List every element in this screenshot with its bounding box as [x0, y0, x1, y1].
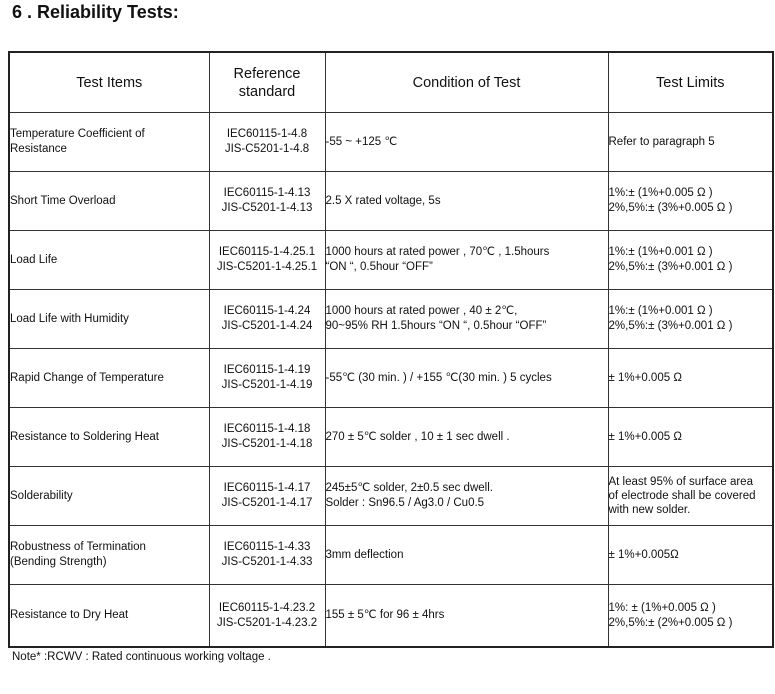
test-item-line: Resistance to Soldering Heat [10, 430, 159, 443]
header-reference-line: Reference [233, 65, 301, 82]
condition-cell [325, 526, 608, 585]
reference-standard-line: IEC60115-1-4.25.1 [218, 246, 316, 258]
test-limits-line: ± 1%+0.005 Ω [608, 371, 682, 384]
test-item-cell [9, 585, 209, 648]
section-title: 6 . Reliability Tests: [12, 2, 179, 22]
test-limits-cell [608, 349, 773, 408]
test-limits-cell [608, 526, 773, 585]
condition-line: 245±5℃ solder, 2±0.5 sec dwell. [325, 482, 493, 494]
test-item-line: Rapid Change of Temperature [10, 371, 164, 384]
condition-line: 270 ± 5℃ solder , 10 ± 1 sec dwell . [325, 430, 510, 443]
table-row [9, 172, 773, 231]
condition-line: 155 ± 5℃ for 96 ± 4hrs [325, 609, 445, 621]
condition-line: “ON “, 0.5hour “OFF” [325, 261, 433, 273]
test-item-cell [9, 467, 209, 526]
test-item-cell [9, 172, 209, 231]
condition-cell [325, 290, 608, 349]
reference-standard-cell [209, 290, 325, 349]
header-row [9, 52, 773, 113]
test-item-cell [9, 526, 209, 585]
condition-line: -55℃ (30 min. ) / +155 ℃(30 min. ) 5 cycles [325, 371, 552, 384]
test-limits-line: 2%,5%:± (3%+0.001 Ω ) [608, 320, 733, 332]
test-item-line: Load Life with Humidity [10, 312, 129, 325]
condition-cell [325, 467, 608, 526]
test-item-line: (Bending Strength) [10, 556, 107, 568]
table-row [9, 585, 773, 648]
test-item-cell [9, 290, 209, 349]
reference-standard-line: IEC60115-1-4.23.2 [218, 601, 316, 614]
reference-standard-line: JIS-C5201-1-4.8 [224, 143, 310, 155]
test-limits-line: Refer to paragraph 5 [608, 135, 715, 148]
reference-standard-line: JIS-C5201-1-4.25.1 [216, 261, 318, 273]
condition-line: 1000 hours at rated power , 40 ± 2℃, [325, 305, 518, 317]
table-row [9, 467, 773, 526]
test-limits-cell [608, 172, 773, 231]
test-limits-line: 2%,5%:± (3%+0.005 Ω ) [608, 202, 733, 214]
table-row [9, 113, 773, 172]
reference-standard-line: IEC60115-1-4.24 [223, 305, 311, 317]
test-item-line: Robustness of Termination [10, 541, 146, 553]
test-limits-line: 1%:± (1%+0.001 Ω ) [608, 246, 713, 258]
test-item-line: Solderability [10, 489, 73, 502]
reference-standard-cell [209, 349, 325, 408]
reference-standard-line: JIS-C5201-1-4.17 [221, 497, 313, 509]
reference-standard-line: IEC60115-1-4.13 [223, 187, 311, 199]
reference-standard-cell [209, 172, 325, 231]
condition-cell [325, 231, 608, 290]
test-limits-line: 1%:± (1%+0.001 Ω ) [608, 305, 713, 317]
test-limits-line: 1%:± (1%+0.005 Ω ) [608, 187, 713, 199]
footnote: Note* :RCWV : Rated continuous working voltage . [12, 651, 271, 663]
condition-cell [325, 349, 608, 408]
header-reference-line: standard [238, 83, 296, 100]
condition-line: 1000 hours at rated power , 70℃ , 1.5hours [325, 246, 550, 258]
condition-cell [325, 585, 608, 648]
test-item-line: Resistance [10, 143, 67, 155]
reference-standard-cell [209, 231, 325, 290]
condition-line: 2.5 X rated voltage, 5s [325, 194, 441, 207]
test-item-line: Resistance to Dry Heat [10, 609, 129, 621]
reference-standard-cell [209, 585, 325, 648]
table-row [9, 231, 773, 290]
condition-line: 90~95% RH 1.5hours “ON “, 0.5hour “OFF” [325, 320, 547, 332]
condition-cell [325, 408, 608, 467]
test-limits-line: ± 1%+0.005Ω [608, 548, 679, 561]
test-limits-line: with new solder. [608, 504, 691, 516]
table-row [9, 526, 773, 585]
reliability-tests-table [8, 51, 774, 648]
reference-standard-line: IEC60115-1-4.8 [226, 128, 308, 140]
reference-standard-line: IEC60115-1-4.33 [223, 541, 311, 553]
reference-standard-cell [209, 408, 325, 467]
reference-standard-line: IEC60115-1-4.17 [223, 482, 311, 494]
reference-standard-line: JIS-C5201-1-4.33 [221, 556, 313, 568]
test-limits-line: ± 1%+0.005 Ω [608, 430, 682, 443]
header-reference-standard [209, 52, 325, 113]
condition-cell [325, 172, 608, 231]
header-test-items: Test Items [9, 52, 209, 113]
test-limits-cell [608, 408, 773, 467]
table-row [9, 408, 773, 467]
test-limits-line: 1%: ± (1%+0.005 Ω ) [608, 601, 716, 614]
condition-cell [325, 113, 608, 172]
test-item-line: Short Time Overload [10, 194, 116, 207]
reference-standard-line: JIS-C5201-1-4.19 [221, 379, 313, 391]
test-item-cell [9, 113, 209, 172]
header-condition-of-test: Condition of Test [325, 52, 608, 113]
reference-standard-cell [209, 113, 325, 172]
reference-standard-line: JIS-C5201-1-4.24 [221, 320, 313, 332]
test-item-cell [9, 349, 209, 408]
test-item-cell [9, 408, 209, 467]
test-item-cell [9, 231, 209, 290]
header-test-limits: Test Limits [608, 52, 773, 113]
table-body [9, 113, 773, 648]
test-limits-cell [608, 467, 773, 526]
test-limits-cell [608, 290, 773, 349]
test-limits-line: of electrode shall be covered [608, 490, 756, 502]
test-limits-cell [608, 231, 773, 290]
table-row [9, 349, 773, 408]
test-limits-line: 2%,5%:± (3%+0.001 Ω ) [608, 261, 733, 273]
reference-standard-cell [209, 467, 325, 526]
reference-standard-line: JIS-C5201-1-4.13 [221, 202, 313, 214]
test-item-line: Load Life [10, 253, 58, 266]
table-row [9, 290, 773, 349]
test-limits-line: 2%,5%:± (2%+0.005 Ω ) [608, 616, 733, 629]
condition-line: 3mm deflection [325, 548, 404, 561]
test-limits-cell [608, 113, 773, 172]
reference-standard-line: IEC60115-1-4.19 [223, 364, 311, 376]
test-item-line: Temperature Coefficient of [10, 128, 145, 140]
reference-standard-line: JIS-C5201-1-4.23.2 [216, 616, 318, 629]
reference-standard-cell [209, 526, 325, 585]
reference-standard-line: JIS-C5201-1-4.18 [221, 438, 313, 450]
condition-line: Solder : Sn96.5 / Ag3.0 / Cu0.5 [325, 497, 485, 509]
test-limits-line: At least 95% of surface area [608, 476, 753, 488]
reference-standard-line: IEC60115-1-4.18 [223, 423, 311, 435]
test-limits-cell [608, 585, 773, 648]
condition-line: -55 ~ +125 ℃ [325, 135, 398, 148]
